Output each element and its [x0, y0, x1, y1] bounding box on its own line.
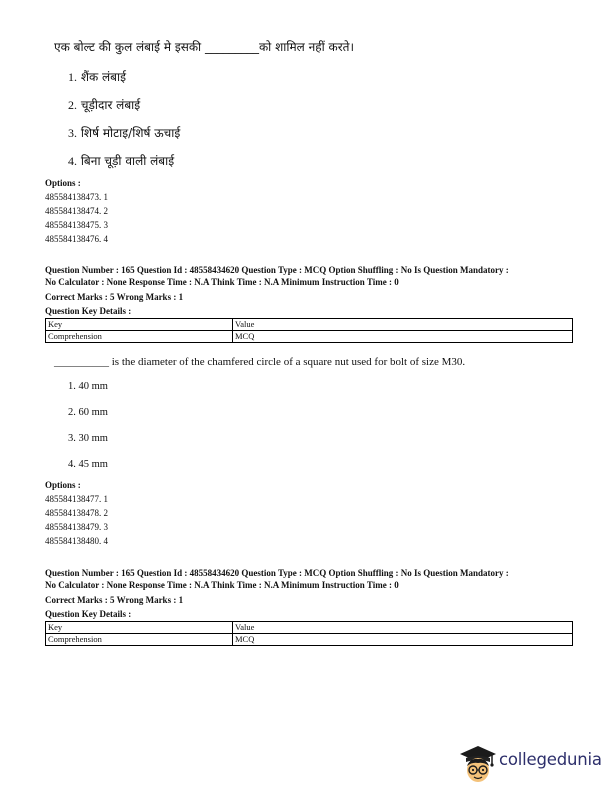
brand-name: collegedunia: [499, 750, 602, 769]
question-meta-line: Question Number : 165 Question Id : 48558434620 Question Type : MCQ Option Shuffling : No Is Question Mandatory :: [45, 568, 509, 578]
option-item: [68, 96, 140, 113]
key-details-title: Question Key Details :: [45, 609, 132, 619]
key-details-title: Question Key Details :: [45, 306, 132, 316]
option-item: [68, 152, 174, 169]
table-cell-key: Comprehension: [46, 331, 233, 343]
table-cell-value: MCQ: [233, 634, 573, 646]
table-header-row: [46, 319, 573, 331]
table-header-value: Value: [233, 319, 573, 331]
option-number: 1.: [68, 70, 77, 84]
table-cell-value: MCQ: [233, 331, 573, 343]
graduate-mascot-icon: [456, 742, 498, 786]
table-row: [46, 634, 573, 646]
option-id: 485584138478. 2: [45, 508, 108, 518]
option-item: 2. 60 mm: [68, 407, 108, 418]
table-header-key: Key: [46, 319, 233, 331]
marks-line: Correct Marks : 5 Wrong Marks : 1: [45, 292, 184, 302]
option-number: 2.: [68, 98, 77, 112]
option-number: 3.: [68, 126, 77, 140]
options-title: Options :: [45, 178, 81, 188]
option-id: 485584138480. 4: [45, 536, 108, 546]
marks-line: Correct Marks : 5 Wrong Marks : 1: [45, 595, 184, 605]
table-header-row: [46, 622, 573, 634]
table-header-key: Key: [46, 622, 233, 634]
question-meta-line: No Calculator : None Response Time : N.A Think Time : N.A Minimum Instruction Time : 0: [45, 277, 399, 287]
options-title: Options :: [45, 480, 81, 490]
option-id: 485584138476. 4: [45, 234, 108, 244]
table-cell-key: Comprehension: [46, 634, 233, 646]
key-table: [45, 318, 573, 343]
question-meta-line: No Calculator : None Response Time : N.A Think Time : N.A Minimum Instruction Time : 0: [45, 580, 399, 590]
option-text: शिर्ष मोटाइ/शिर्ष ऊचाई: [80, 126, 181, 140]
collegedunia-logo: [456, 742, 606, 786]
option-id: 485584138473. 1: [45, 192, 108, 202]
key-table: [45, 621, 573, 646]
option-item: 4. 45 mm: [68, 459, 108, 470]
option-id: 485584138479. 3: [45, 522, 108, 532]
option-text: शैंक लंबाई: [80, 70, 127, 84]
option-item: [68, 124, 180, 141]
option-item: 3. 30 mm: [68, 433, 108, 444]
question-text-english: __________ is the diameter of the chamfered circle of a square nut used for bolt of size M30.: [54, 356, 466, 368]
option-text: बिना चूड़ी वाली लंबाई: [80, 154, 175, 168]
question-text-hindi: एक बोल्ट की कुल लंबाई मे इसकी _________को शामिल नहीं करते।: [54, 40, 355, 54]
option-id: 485584138474. 2: [45, 206, 108, 216]
table-row: [46, 331, 573, 343]
option-item: [68, 68, 126, 85]
question-meta-line: Question Number : 165 Question Id : 48558434620 Question Type : MCQ Option Shuffling : No Is Question Mandatory :: [45, 265, 509, 275]
option-text: चूड़ीदार लंबाई: [80, 98, 141, 112]
option-id: 485584138475. 3: [45, 220, 108, 230]
option-item: 1. 40 mm: [68, 381, 108, 392]
table-header-value: Value: [233, 622, 573, 634]
option-id: 485584138477. 1: [45, 494, 108, 504]
option-number: 4.: [68, 154, 77, 168]
